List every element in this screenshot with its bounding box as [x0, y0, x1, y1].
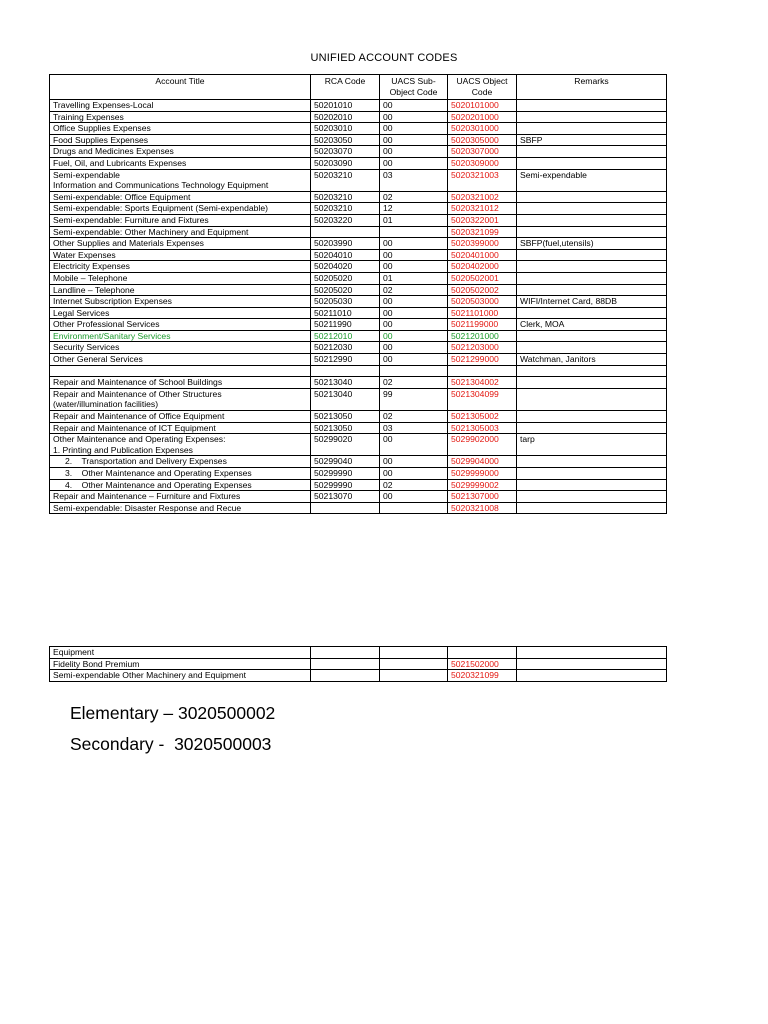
table-row: [50, 111, 667, 123]
remarks-cell: [517, 226, 667, 238]
rca-code-cell: 50203010: [311, 123, 380, 135]
rca-code-cell: 50203220: [311, 214, 380, 226]
remarks-cell: [517, 123, 667, 135]
rca-code-cell: 50213070: [311, 491, 380, 503]
account-title-cell: Environment/Sanitary Services: [50, 330, 311, 342]
table-row: [50, 354, 667, 366]
account-title-cell: [50, 365, 311, 377]
table-row: [50, 377, 667, 389]
rca-code-cell: [311, 647, 380, 659]
table-row: [50, 249, 667, 261]
account-title-cell: Semi-expendable: Sports Equipment (Semi-expendable): [50, 203, 311, 215]
rca-code-cell: [311, 502, 380, 514]
rca-code-cell: 50212030: [311, 342, 380, 354]
column-header-uacs-sub-object-code: UACS Sub-Object Code: [380, 75, 448, 100]
account-title-cell: Semi-expendable Other Machinery and Equipment: [50, 670, 311, 682]
remarks-cell: [517, 249, 667, 261]
uacs-object-code-cell: 5020503000: [448, 296, 517, 308]
account-title-cell: Equipment: [50, 647, 311, 659]
table-row: [50, 261, 667, 273]
account-title-cell: Legal Services: [50, 307, 311, 319]
account-title-cell: 2. Transportation and Delivery Expenses: [50, 456, 311, 468]
sub-object-code-cell: 00: [380, 111, 448, 123]
uacs-object-code-cell: 5020321003: [448, 169, 517, 191]
remarks-cell: SBFP(fuel,utensils): [517, 238, 667, 250]
rca-code-cell: 50299040: [311, 456, 380, 468]
sub-object-code-cell: 00: [380, 319, 448, 331]
sub-object-code-cell: 02: [380, 284, 448, 296]
account-title-cell: Semi-expendable: Other Machinery and Equipment: [50, 226, 311, 238]
remarks-cell: [517, 284, 667, 296]
table-row: [50, 226, 667, 238]
table-row: [50, 100, 667, 112]
sub-object-code-cell: 03: [380, 169, 448, 191]
remarks-cell: [517, 422, 667, 434]
account-title-cell: Other General Services: [50, 354, 311, 366]
table-row: [50, 342, 667, 354]
uacs-object-code-cell: [448, 647, 517, 659]
rca-code-cell: [311, 226, 380, 238]
account-title-cell: Internet Subscription Expenses: [50, 296, 311, 308]
rca-code-cell: 50212990: [311, 354, 380, 366]
table-row: [50, 468, 667, 480]
uacs-object-code-cell: 5020321012: [448, 203, 517, 215]
account-title-cell: 4. Other Maintenance and Operating Expenses: [50, 479, 311, 491]
sub-object-code-cell: 12: [380, 203, 448, 215]
sub-object-code-cell: 00: [380, 261, 448, 273]
additional-codes-body: [50, 647, 667, 682]
uacs-object-code-cell: 5029902000: [448, 434, 517, 456]
table-row: [50, 456, 667, 468]
table-row: [50, 123, 667, 135]
remarks-cell: [517, 456, 667, 468]
uacs-object-code-cell: 5020502002: [448, 284, 517, 296]
table-row: [50, 134, 667, 146]
uacs-object-code-cell: 5020301000: [448, 123, 517, 135]
account-title-cell: Security Services: [50, 342, 311, 354]
account-title-cell: Drugs and Medicines Expenses: [50, 146, 311, 158]
remarks-cell: [517, 214, 667, 226]
sub-object-code-cell: 02: [380, 411, 448, 423]
remarks-cell: [517, 203, 667, 215]
uacs-object-code-cell: 5021199000: [448, 319, 517, 331]
sub-object-code-cell: 00: [380, 296, 448, 308]
rca-code-cell: 50205020: [311, 272, 380, 284]
rca-code-cell: 50201010: [311, 100, 380, 112]
additional-codes-table: [49, 646, 667, 682]
remarks-cell: [517, 146, 667, 158]
account-title-cell: Repair and Maintenance of Office Equipment: [50, 411, 311, 423]
table-row: [50, 411, 667, 423]
rca-code-cell: 50299990: [311, 468, 380, 480]
account-title-cell: Repair and Maintenance – Furniture and Fixtures: [50, 491, 311, 503]
uacs-object-code-cell: 5021305002: [448, 411, 517, 423]
rca-code-cell: 50204020: [311, 261, 380, 273]
rca-code-cell: 50203210: [311, 191, 380, 203]
table-row: [50, 647, 667, 659]
uacs-object-code-cell: 5020321008: [448, 502, 517, 514]
sub-object-code-cell: 00: [380, 307, 448, 319]
sub-object-code-cell: 03: [380, 422, 448, 434]
remarks-cell: [517, 342, 667, 354]
sub-object-code-cell: 00: [380, 249, 448, 261]
uacs-object-code-cell: 5020101000: [448, 100, 517, 112]
account-title-cell: Semi-expendable Information and Communications Technology Equipment: [50, 169, 311, 191]
remarks-cell: [517, 111, 667, 123]
uacs-object-code-cell: 5020305000: [448, 134, 517, 146]
remarks-cell: [517, 670, 667, 682]
table-row: [50, 422, 667, 434]
rca-code-cell: 50203210: [311, 203, 380, 215]
account-title-cell: Landline – Telephone: [50, 284, 311, 296]
uacs-object-code-cell: 5029999000: [448, 468, 517, 480]
remarks-cell: tarp: [517, 434, 667, 456]
account-title-cell: Food Supplies Expenses: [50, 134, 311, 146]
remarks-cell: [517, 411, 667, 423]
rca-code-cell: 50203990: [311, 238, 380, 250]
rca-code-cell: 50204010: [311, 249, 380, 261]
account-title-cell: Travelling Expenses-Local: [50, 100, 311, 112]
account-title-cell: Repair and Maintenance of School Buildings: [50, 377, 311, 389]
rca-code-cell: 50203090: [311, 157, 380, 169]
table-row: [50, 330, 667, 342]
sub-object-code-cell: 00: [380, 468, 448, 480]
remarks-cell: Watchman, Janitors: [517, 354, 667, 366]
secondary-fund-code: Secondary - 3020500003: [70, 734, 272, 754]
sub-object-code-cell: 01: [380, 272, 448, 284]
sub-object-code-cell: 01: [380, 214, 448, 226]
account-title-cell: Training Expenses: [50, 111, 311, 123]
account-title-cell: Water Expenses: [50, 249, 311, 261]
rca-code-cell: 50213040: [311, 388, 380, 410]
rca-code-cell: 50203050: [311, 134, 380, 146]
table-row: [50, 203, 667, 215]
rca-code-cell: 50213040: [311, 377, 380, 389]
table-row: [50, 479, 667, 491]
account-codes-table: [49, 74, 667, 514]
account-title-cell: Fuel, Oil, and Lubricants Expenses: [50, 157, 311, 169]
table-header-row: [50, 75, 667, 100]
rca-code-cell: 50205030: [311, 296, 380, 308]
rca-code-cell: [311, 658, 380, 670]
sub-object-code-cell: [380, 502, 448, 514]
remarks-cell: [517, 157, 667, 169]
uacs-object-code-cell: [448, 365, 517, 377]
remarks-cell: [517, 330, 667, 342]
table-row: [50, 272, 667, 284]
sub-object-code-cell: 00: [380, 354, 448, 366]
column-header-account-title: Account Title: [50, 75, 311, 100]
table-row: [50, 296, 667, 308]
uacs-object-code-cell: 5021307000: [448, 491, 517, 503]
uacs-object-code-cell: 5021201000: [448, 330, 517, 342]
remarks-cell: [517, 307, 667, 319]
sub-object-code-cell: 00: [380, 342, 448, 354]
account-title-cell: Semi-expendable: Disaster Response and Recue: [50, 502, 311, 514]
table-row: [50, 169, 667, 191]
uacs-object-code-cell: 5021502000: [448, 658, 517, 670]
rca-code-cell: 50205020: [311, 284, 380, 296]
sub-object-code-cell: 00: [380, 330, 448, 342]
account-title-cell: Semi-expendable: Office Equipment: [50, 191, 311, 203]
account-title-cell: Repair and Maintenance of ICT Equipment: [50, 422, 311, 434]
remarks-cell: [517, 377, 667, 389]
account-title-cell: Other Professional Services: [50, 319, 311, 331]
column-header-rca-code: RCA Code: [311, 75, 380, 100]
sub-object-code-cell: [380, 670, 448, 682]
remarks-cell: [517, 468, 667, 480]
rca-code-cell: 50213050: [311, 422, 380, 434]
sub-object-code-cell: 00: [380, 157, 448, 169]
table-row: [50, 658, 667, 670]
elementary-fund-code: Elementary – 3020500002: [70, 703, 276, 723]
table-row: [50, 491, 667, 503]
sub-object-code-cell: 00: [380, 123, 448, 135]
table-row: [50, 670, 667, 682]
table-row: [50, 365, 667, 377]
sub-object-code-cell: 02: [380, 479, 448, 491]
uacs-object-code-cell: 5021203000: [448, 342, 517, 354]
rca-code-cell: 50203210: [311, 169, 380, 191]
uacs-object-code-cell: 5020321099: [448, 226, 517, 238]
remarks-cell: WIFI/Internet Card, 88DB: [517, 296, 667, 308]
table-row: [50, 388, 667, 410]
uacs-object-code-cell: 5020321002: [448, 191, 517, 203]
remarks-cell: [517, 658, 667, 670]
sub-object-code-cell: 00: [380, 238, 448, 250]
remarks-cell: [517, 502, 667, 514]
sub-object-code-cell: 00: [380, 456, 448, 468]
uacs-object-code-cell: 5021305003: [448, 422, 517, 434]
remarks-cell: [517, 491, 667, 503]
table-row: [50, 191, 667, 203]
sub-object-code-cell: 02: [380, 377, 448, 389]
sub-object-code-cell: [380, 658, 448, 670]
rca-code-cell: 50299020: [311, 434, 380, 456]
account-title-cell: Semi-expendable: Furniture and Fixtures: [50, 214, 311, 226]
uacs-object-code-cell: 5020402000: [448, 261, 517, 273]
sub-object-code-cell: [380, 226, 448, 238]
account-title-cell: Office Supplies Expenses: [50, 123, 311, 135]
uacs-object-code-cell: 5020201000: [448, 111, 517, 123]
uacs-object-code-cell: 5021304099: [448, 388, 517, 410]
uacs-object-code-cell: 5021304002: [448, 377, 517, 389]
uacs-object-code-cell: 5020307000: [448, 146, 517, 158]
remarks-cell: [517, 100, 667, 112]
account-codes-body: [50, 100, 667, 514]
remarks-cell: Semi-expendable: [517, 169, 667, 191]
uacs-object-code-cell: 5029999002: [448, 479, 517, 491]
uacs-object-code-cell: 5020309000: [448, 157, 517, 169]
remarks-cell: Clerk, MOA: [517, 319, 667, 331]
page-title: UNIFIED ACCOUNT CODES: [310, 52, 458, 64]
remarks-cell: [517, 479, 667, 491]
rca-code-cell: 50203070: [311, 146, 380, 158]
account-title-cell: Other Supplies and Materials Expenses: [50, 238, 311, 250]
sub-object-code-cell: 02: [380, 191, 448, 203]
remarks-cell: [517, 272, 667, 284]
rca-code-cell: [311, 365, 380, 377]
account-title-cell: Fidelity Bond Premium: [50, 658, 311, 670]
table-row: [50, 307, 667, 319]
rca-code-cell: 50211010: [311, 307, 380, 319]
sub-object-code-cell: [380, 365, 448, 377]
table-row: [50, 502, 667, 514]
uacs-object-code-cell: 5029904000: [448, 456, 517, 468]
account-title-cell: Mobile – Telephone: [50, 272, 311, 284]
table-row: [50, 319, 667, 331]
table-row: [50, 434, 667, 456]
table-row: [50, 284, 667, 296]
rca-code-cell: 50202010: [311, 111, 380, 123]
uacs-object-code-cell: 5020322001: [448, 214, 517, 226]
rca-code-cell: [311, 670, 380, 682]
uacs-object-code-cell: 5020401000: [448, 249, 517, 261]
account-title-cell: Electricity Expenses: [50, 261, 311, 273]
table-row: [50, 146, 667, 158]
column-header-remarks: Remarks: [517, 75, 667, 100]
uacs-object-code-cell: 5020399000: [448, 238, 517, 250]
remarks-cell: SBFP: [517, 134, 667, 146]
rca-code-cell: 50299990: [311, 479, 380, 491]
account-title-cell: Repair and Maintenance of Other Structures (water/illumination facilities): [50, 388, 311, 410]
rca-code-cell: 50212010: [311, 330, 380, 342]
sub-object-code-cell: 00: [380, 134, 448, 146]
uacs-object-code-cell: 5020321099: [448, 670, 517, 682]
remarks-cell: [517, 261, 667, 273]
remarks-cell: [517, 191, 667, 203]
account-title-cell: Other Maintenance and Operating Expenses: 1. Printing and Publication Expenses: [50, 434, 311, 456]
uacs-object-code-cell: 5021101000: [448, 307, 517, 319]
sub-object-code-cell: 00: [380, 491, 448, 503]
remarks-cell: [517, 365, 667, 377]
sub-object-code-cell: 00: [380, 100, 448, 112]
remarks-cell: [517, 388, 667, 410]
uacs-object-code-cell: 5020502001: [448, 272, 517, 284]
table-row: [50, 238, 667, 250]
account-title-cell: 3. Other Maintenance and Operating Expenses: [50, 468, 311, 480]
uacs-object-code-cell: 5021299000: [448, 354, 517, 366]
remarks-cell: [517, 647, 667, 659]
rca-code-cell: 50213050: [311, 411, 380, 423]
sub-object-code-cell: 00: [380, 146, 448, 158]
table-row: [50, 157, 667, 169]
sub-object-code-cell: 99: [380, 388, 448, 410]
column-header-uacs-object-code: UACS Object Code: [448, 75, 517, 100]
rca-code-cell: 50211990: [311, 319, 380, 331]
sub-object-code-cell: 00: [380, 434, 448, 456]
sub-object-code-cell: [380, 647, 448, 659]
table-row: [50, 214, 667, 226]
